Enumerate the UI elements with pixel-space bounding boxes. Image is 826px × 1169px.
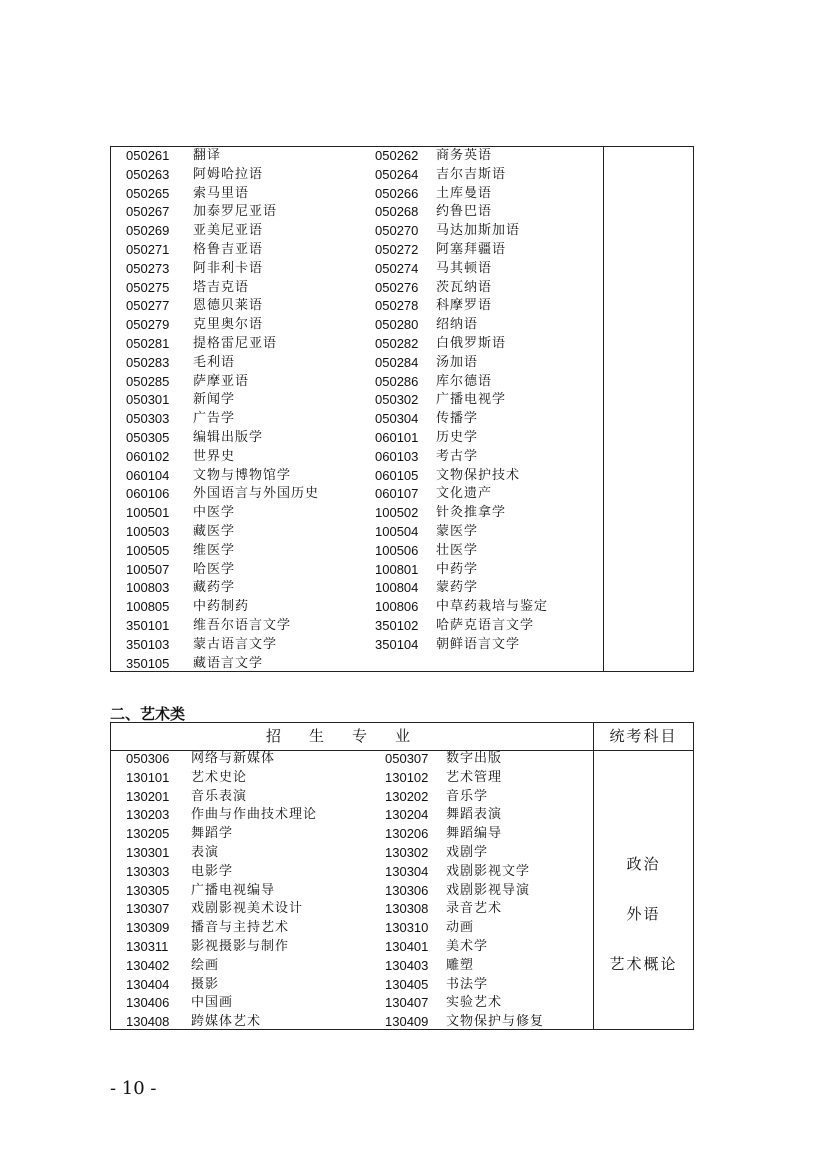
major-code: 130408 — [126, 1014, 170, 1030]
major-code: 100806 — [375, 599, 419, 615]
major-name: 朝鲜语言文学 — [436, 636, 521, 652]
major-code: 130404 — [126, 976, 170, 992]
major-name: 壮医学 — [436, 542, 479, 558]
table-row — [111, 166, 693, 185]
table-row — [111, 882, 693, 901]
major-name: 舞蹈编导 — [446, 826, 503, 842]
major-code: 130409 — [385, 1014, 429, 1030]
major-code: 100505 — [126, 542, 170, 558]
table-row — [111, 373, 693, 392]
table-row — [111, 542, 693, 561]
major-code: 060101 — [375, 429, 419, 445]
major-name: 土库曼语 — [436, 185, 493, 201]
major-code: 050265 — [126, 185, 170, 201]
exam-subject-foreign-language: 外语 — [626, 905, 661, 923]
major-code: 060107 — [375, 486, 419, 502]
major-code: 050304 — [375, 411, 419, 427]
table-row — [111, 241, 693, 260]
major-code: 130306 — [385, 882, 429, 898]
major-name: 影视摄影与制作 — [191, 938, 290, 954]
section-title-art: 二、艺术类 — [110, 705, 186, 723]
header-enrollment-major: 招生专业 — [265, 727, 438, 745]
major-name: 雕塑 — [446, 957, 475, 973]
major-name: 书法学 — [446, 976, 489, 992]
major-name: 阿姆哈拉语 — [193, 166, 264, 182]
major-name: 约鲁巴语 — [436, 204, 493, 220]
major-code: 050307 — [385, 751, 429, 766]
major-code: 130303 — [126, 863, 170, 879]
major-code: 050269 — [126, 223, 170, 239]
major-code: 050267 — [126, 204, 170, 220]
major-code: 130304 — [385, 863, 429, 879]
art-majors-table — [110, 722, 694, 1030]
major-code: 050261 — [126, 148, 170, 163]
major-name: 历史学 — [436, 429, 479, 445]
major-code: 050266 — [375, 185, 419, 201]
major-name: 马达加斯加语 — [436, 223, 521, 239]
major-code: 060102 — [126, 448, 170, 464]
majors-table-continued — [110, 146, 694, 672]
major-name: 文物保护与修复 — [446, 1014, 545, 1030]
major-code: 350103 — [126, 636, 170, 652]
major-name: 数字出版 — [446, 751, 503, 766]
table-row — [111, 203, 693, 222]
major-name: 录音艺术 — [446, 901, 503, 917]
major-name: 艺术史论 — [191, 769, 248, 785]
table-row — [111, 222, 693, 241]
major-name: 哈医学 — [193, 561, 236, 577]
table-row — [111, 655, 693, 674]
major-code: 130206 — [385, 826, 429, 842]
table-row — [111, 260, 693, 279]
major-name: 音乐表演 — [191, 788, 248, 804]
major-code: 130308 — [385, 901, 429, 917]
table-row — [111, 185, 693, 204]
table-row — [111, 410, 693, 429]
header-exam-subjects: 统考科目 — [609, 727, 678, 745]
major-name: 戏剧影视美术设计 — [191, 901, 304, 917]
major-name: 广播电视编导 — [191, 882, 276, 898]
major-name: 中草药栽培与鉴定 — [436, 599, 549, 615]
major-name: 摄影 — [191, 976, 220, 992]
major-name: 广告学 — [193, 411, 236, 427]
major-name: 网络与新媒体 — [191, 751, 276, 766]
major-name: 美术学 — [446, 938, 489, 954]
major-name: 藏语言文学 — [193, 655, 264, 671]
major-code: 100507 — [126, 561, 170, 577]
major-name: 戏剧影视导演 — [446, 882, 531, 898]
major-name: 藏药学 — [193, 580, 236, 596]
table-row — [111, 598, 693, 617]
major-code: 050264 — [375, 166, 419, 182]
major-code: 350105 — [126, 655, 170, 671]
major-name: 亚美尼亚语 — [193, 223, 264, 239]
major-name: 翻译 — [193, 148, 222, 163]
major-code: 100503 — [126, 523, 170, 539]
major-name: 考古学 — [436, 448, 479, 464]
major-name: 中药制药 — [193, 599, 250, 615]
major-name: 蒙医学 — [436, 523, 479, 539]
major-name: 维吾尔语言文学 — [193, 617, 292, 633]
page-number: - 10 - — [110, 1078, 157, 1099]
major-code: 100805 — [126, 599, 170, 615]
major-name: 舞蹈学 — [191, 826, 234, 842]
table-row — [111, 279, 693, 298]
table-row — [111, 636, 693, 655]
table-row — [111, 561, 693, 580]
major-name: 阿非利卡语 — [193, 260, 264, 276]
major-code: 050272 — [375, 241, 419, 257]
major-code: 130402 — [126, 957, 170, 973]
major-name: 科摩罗语 — [436, 298, 493, 314]
major-name: 跨媒体艺术 — [191, 1014, 262, 1030]
major-code: 130204 — [385, 807, 429, 823]
major-name: 中药学 — [436, 561, 479, 577]
major-name: 格鲁吉亚语 — [193, 241, 264, 257]
major-code: 050263 — [126, 166, 170, 182]
major-code: 060106 — [126, 486, 170, 502]
major-code: 130201 — [126, 788, 170, 804]
major-code: 050275 — [126, 279, 170, 295]
table2-rows — [111, 750, 693, 1032]
major-code: 050279 — [126, 317, 170, 333]
major-code: 130310 — [385, 920, 429, 936]
major-name: 戏剧影视文学 — [446, 863, 531, 879]
major-name: 表演 — [191, 844, 220, 860]
major-code: 350104 — [375, 636, 419, 652]
major-name: 广播电视学 — [436, 392, 507, 408]
major-name: 克里奥尔语 — [193, 317, 264, 333]
major-name: 针灸推拿学 — [436, 505, 507, 521]
major-name: 世界史 — [193, 448, 236, 464]
table-row — [111, 147, 693, 166]
major-name: 白俄罗斯语 — [436, 335, 507, 351]
table-row — [111, 335, 693, 354]
major-code: 100801 — [375, 561, 419, 577]
table-row — [111, 354, 693, 373]
major-code: 130307 — [126, 901, 170, 917]
table-row — [111, 617, 693, 636]
major-code: 100803 — [126, 580, 170, 596]
major-code: 050274 — [375, 260, 419, 276]
table-row — [111, 579, 693, 598]
major-code: 050303 — [126, 411, 170, 427]
major-code: 100506 — [375, 542, 419, 558]
major-code: 050273 — [126, 260, 170, 276]
major-code: 060104 — [126, 467, 170, 483]
major-name: 蒙古语言文学 — [193, 636, 278, 652]
major-code: 050270 — [375, 223, 419, 239]
major-name: 汤加语 — [436, 354, 479, 370]
table-row — [111, 504, 693, 523]
major-name: 恩德贝莱语 — [193, 298, 264, 314]
table-row — [111, 448, 693, 467]
table-row — [111, 994, 693, 1013]
table-row — [111, 825, 693, 844]
major-code: 130403 — [385, 957, 429, 973]
major-name: 音乐学 — [446, 788, 489, 804]
major-name: 编辑出版学 — [193, 429, 264, 445]
major-name: 戏剧学 — [446, 844, 489, 860]
major-code: 050306 — [126, 751, 170, 766]
major-code: 050262 — [375, 148, 419, 163]
major-name: 吉尔吉斯语 — [436, 166, 507, 182]
major-name: 加泰罗尼亚语 — [193, 204, 278, 220]
major-name: 绍纳语 — [436, 317, 479, 333]
exam-subject-politics: 政治 — [626, 855, 661, 873]
table-row — [111, 391, 693, 410]
major-name: 茨瓦纳语 — [436, 279, 493, 295]
major-code: 050271 — [126, 241, 170, 257]
table-row — [111, 429, 693, 448]
major-code: 130102 — [385, 769, 429, 785]
major-name: 外国语言与外国历史 — [193, 486, 320, 502]
major-code: 060103 — [375, 448, 419, 464]
table-row — [111, 1013, 693, 1032]
major-code: 100502 — [375, 505, 419, 521]
major-name: 索马里语 — [193, 185, 250, 201]
major-code: 130309 — [126, 920, 170, 936]
major-code: 050277 — [126, 298, 170, 314]
major-code: 050302 — [375, 392, 419, 408]
exam-subject-art-theory: 艺术概论 — [609, 955, 678, 973]
major-name: 中国画 — [191, 995, 234, 1011]
major-name: 动画 — [446, 920, 475, 936]
major-name: 萨摩亚语 — [193, 373, 250, 389]
major-name: 塔吉克语 — [193, 279, 250, 295]
major-code: 050276 — [375, 279, 419, 295]
major-code: 050268 — [375, 204, 419, 220]
table-row — [111, 523, 693, 542]
major-code: 130405 — [385, 976, 429, 992]
major-code: 050283 — [126, 354, 170, 370]
major-name: 传播学 — [436, 411, 479, 427]
major-code: 050278 — [375, 298, 419, 314]
major-name: 商务英语 — [436, 148, 493, 163]
major-code: 050284 — [375, 354, 419, 370]
major-code: 130406 — [126, 995, 170, 1011]
major-code: 130203 — [126, 807, 170, 823]
major-name: 实验艺术 — [446, 995, 503, 1011]
major-name: 毛利语 — [193, 354, 236, 370]
major-name: 阿塞拜疆语 — [436, 241, 507, 257]
major-name: 作曲与作曲技术理论 — [191, 807, 318, 823]
major-name: 维医学 — [193, 542, 236, 558]
major-code: 050285 — [126, 373, 170, 389]
major-name: 蒙药学 — [436, 580, 479, 596]
table-row — [111, 316, 693, 335]
major-code: 100804 — [375, 580, 419, 596]
table-row — [111, 788, 693, 807]
major-code: 130305 — [126, 882, 170, 898]
major-name: 提格雷尼亚语 — [193, 335, 278, 351]
major-code: 050282 — [375, 335, 419, 351]
major-name: 哈萨克语言文学 — [436, 617, 535, 633]
major-code: 050281 — [126, 335, 170, 351]
major-code: 130301 — [126, 844, 170, 860]
major-name: 马其顿语 — [436, 260, 493, 276]
major-name: 藏医学 — [193, 523, 236, 539]
table-row — [111, 485, 693, 504]
major-code: 130401 — [385, 938, 429, 954]
major-code: 350102 — [375, 617, 419, 633]
major-name: 舞蹈表演 — [446, 807, 503, 823]
major-code: 100504 — [375, 523, 419, 539]
major-name: 绘画 — [191, 957, 220, 973]
major-code: 100501 — [126, 505, 170, 521]
major-code: 050301 — [126, 392, 170, 408]
major-name: 艺术管理 — [446, 769, 503, 785]
major-name: 新闻学 — [193, 392, 236, 408]
major-name: 文物保护技术 — [436, 467, 521, 483]
major-code: 130205 — [126, 826, 170, 842]
major-code: 060105 — [375, 467, 419, 483]
table-row — [111, 976, 693, 995]
table-row — [111, 806, 693, 825]
major-code: 130302 — [385, 844, 429, 860]
major-code: 050280 — [375, 317, 419, 333]
major-code: 050305 — [126, 429, 170, 445]
major-name: 文物与博物馆学 — [193, 467, 292, 483]
major-name: 库尔德语 — [436, 373, 493, 389]
major-name: 文化遗产 — [436, 486, 493, 502]
table-row — [111, 769, 693, 788]
major-code: 130407 — [385, 995, 429, 1011]
major-code: 350101 — [126, 617, 170, 633]
major-name: 电影学 — [191, 863, 234, 879]
major-name: 中医学 — [193, 505, 236, 521]
major-name: 播音与主持艺术 — [191, 920, 290, 936]
major-code: 130202 — [385, 788, 429, 804]
major-code: 050286 — [375, 373, 419, 389]
major-code: 130311 — [126, 938, 169, 954]
table-row — [111, 467, 693, 486]
table-row — [111, 297, 693, 316]
table1-rows — [111, 147, 693, 673]
major-code: 130101 — [126, 769, 170, 785]
table-row — [111, 750, 693, 769]
